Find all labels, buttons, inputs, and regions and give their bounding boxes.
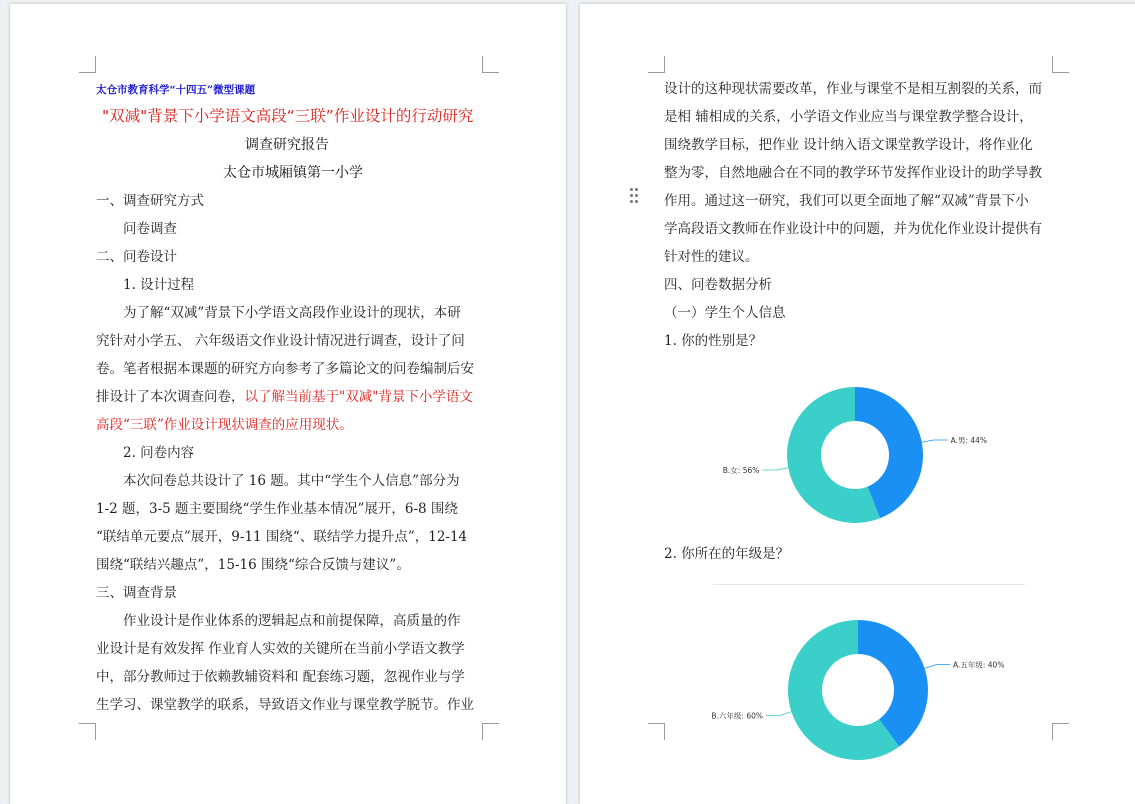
subsection-heading: 1. 设计过程 [123, 277, 195, 293]
margin-corner-mark [1052, 723, 1069, 740]
paragraph-line: 业设计是有效发挥 作业育人实效的关键所在当前小学语文教学 [96, 641, 465, 657]
question-title: 1. 你的性别是？ [664, 333, 763, 349]
section-heading: 四、问卷数据分析 [664, 277, 772, 293]
margin-corner-mark [79, 723, 96, 740]
slice-label: B.六年级: 60% [711, 711, 764, 721]
margin-corner-mark [79, 56, 96, 73]
paragraph-line: 围绕“联结兴趣点”，15-16 围绕“综合反馈与建议”。 [96, 557, 410, 573]
slice-label: A.男: 44% [950, 436, 988, 446]
paragraph-line: 问卷调查 [123, 221, 177, 237]
drag-handle-icon[interactable] [630, 188, 640, 206]
paragraph-line: 生学习、课堂教学的联系，导致语文作业与课堂教学脱节。作业 [96, 697, 474, 713]
gender-donut-chart [700, 380, 1040, 540]
paragraph-line: 针对性的建议。 [664, 249, 759, 265]
slice-leader-line [762, 468, 788, 470]
highlighted-text: 以了解当前基于"双减"背景下小学语文 [244, 389, 473, 405]
slice-label: B.女: 56% [722, 465, 760, 475]
paragraph-line: 整为零，自然地融合在不同的教学环节发挥作业设计的助学导教 [664, 165, 1042, 181]
document-header: 太仓市教育科学“十四五”微型课题 [96, 84, 256, 96]
slice-leader-line [925, 665, 950, 669]
paragraph-line: 作用。通过这一研究，我们可以更全面地了解“双减”背景下小 [664, 193, 1029, 209]
paragraph-line: 学高段语文教师在作业设计中的问题，并为优化作业设计提供有 [664, 221, 1042, 237]
paragraph-line: “联结单元要点”展开，9-11 围绕“、联结学力提升点”，12-14 [96, 529, 468, 545]
slice-label: A.五年级: 40% [952, 660, 1005, 670]
margin-corner-mark [482, 723, 499, 740]
section-heading: 二、问卷设计 [96, 249, 177, 265]
chart-divider [713, 584, 1025, 585]
paragraph-line: 中，部分教师过于依赖教辅资料和 配套练习题，忽视作业与学 [96, 669, 465, 685]
highlighted-text: 高段“三联”作业设计现状调查的应用现状。 [96, 417, 353, 433]
subsection-heading: 2. 问卷内容 [123, 445, 195, 461]
margin-corner-mark [1052, 56, 1069, 73]
paragraph-line: 为了解“双减”背景下小学语文高段作业设计的现状，本研 [123, 305, 461, 321]
paragraph-line: 是相 辅相成的关系，小学语文作业应当与课堂教学整合设计， [664, 109, 1033, 125]
section-heading: 三、调查背景 [96, 585, 177, 601]
paragraph-line: 卷。笔者根据本课题的研究方向参考了多篇论文的问卷编制后安 [96, 361, 474, 377]
paragraph-line: 作业设计是作业体系的逻辑起点和前提保障，高质量的作 [123, 613, 461, 629]
subsection-heading: （一）学生个人信息 [664, 305, 786, 321]
question-title: 2. 你所在的年级是？ [664, 546, 790, 562]
margin-corner-mark [648, 56, 665, 73]
document-title: "双减"背景下小学语文高段“三联”作业设计的行动研究 [102, 107, 474, 125]
grade-donut-chart [700, 610, 1040, 770]
paragraph-text: 排设计了本次调查问卷， [96, 389, 245, 405]
slice-leader-line [766, 712, 791, 716]
document-subtitle: 调查研究报告 [245, 137, 329, 153]
school-name: 太仓市城厢镇第一小学 [223, 165, 363, 181]
paragraph-line: 围绕教学目标，把作业 设计纳入语文课堂教学设计，将作业化 [664, 137, 1033, 153]
paragraph-line: 究针对小学五、 六年级语文作业设计情况进行调查，设计了问 [96, 333, 465, 349]
margin-corner-mark [482, 56, 499, 73]
paragraph-line: 1-2 题，3-5 题主要围绕“学生作业基本情况”展开，6-8 围绕 [96, 501, 458, 517]
section-heading: 一、调查研究方式 [96, 193, 204, 209]
slice-leader-line [922, 440, 948, 442]
paragraph-line: 设计的这种现状需要改革，作业与课堂不是相互割裂的关系，而 [664, 81, 1042, 97]
margin-corner-mark [648, 723, 665, 740]
paragraph-line: 本次问卷总共设计了 16 题。其中“学生个人信息”部分为 [123, 473, 460, 489]
paragraph-line [96, 388, 473, 406]
